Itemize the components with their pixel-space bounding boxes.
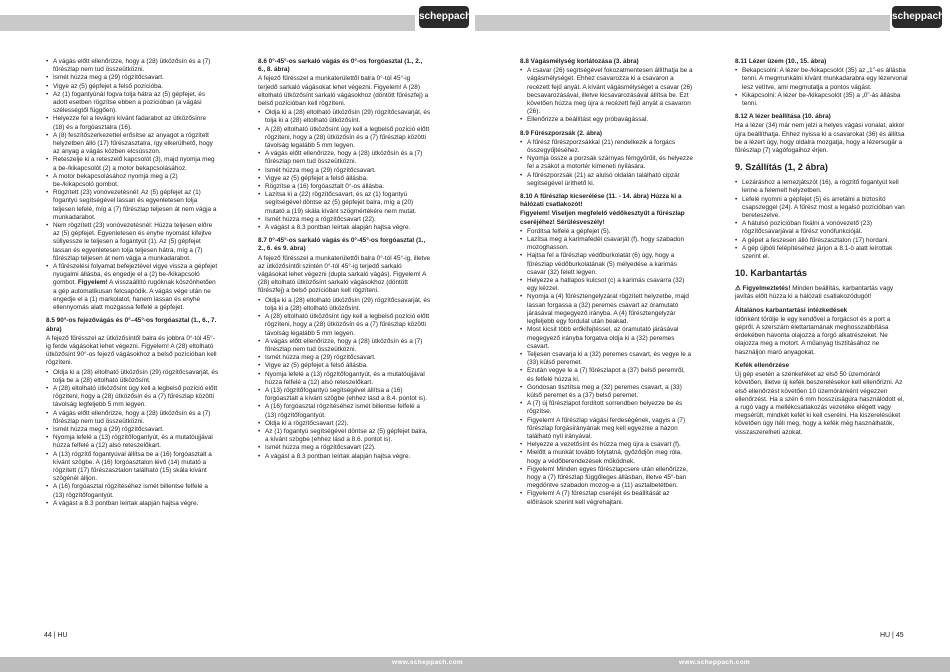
list-item: • Ismét húzza meg a rögzítőcsavart (22). [258,444,431,452]
bullet-list [520,139,693,188]
list-item: • A csavar (26) segítségével fokozatmentesen állíthatja be a vágásmélységet. Ehhez csavarozza ki a csavaron a recézett fejű anyát. A kívánt vágásmélységet a csavar (26) becsavarozásával, illetve kicsavarozásával állítsa be. Ezt követően húzza meg újra a recézett fejű anyát a csavaron (26). [520,67,693,116]
section-heading: 8.12 A lézer beállítása (10. ábra) [735,113,831,121]
column-1 [46,58,219,509]
list-item: • A fűrész fűrészporzsákkal (21) rendelkezik a forgács összegyűjtéséhez. [520,139,693,155]
bullet-list [735,179,908,261]
website-link[interactable]: www.scheppach.com [392,659,463,666]
list-item: • A (28) eltolható ütközősínt úgy kell a legbelső pozíció előtt rögzíteni, hogy a (28) ütközősín és a (7) fűrészlap közötti távolság legalább 5 mm legyen. [258,126,431,151]
list-item: • Ismét húzza meg a rögzítőcsavart (22). [258,216,431,224]
paragraph: Ha a lézer (34) már nem jelzi a helyes vágási vonalat, akkor újra beállíthatja. Ehhez nyissa ki a csavarokat (36) és állítsa be a lézert úgy, hogy oldalra mozgatja, hogy a lézersugár a fűrészlap (7) vágófogaihoz érjen. [735,122,905,155]
bullet-list [735,67,908,108]
list-item: • Nyomja lefelé a (13) rögzítőfogantyút, és a mutatóujjával húzza felfelé a (12) alsó reteszelőkart. [46,434,219,450]
list-item: • Nyomja össze a porzsák szárnyas fémgyűrűit, és helyezze fel a zsákot a motortér kimeneti nyílására. [520,155,693,171]
list-item: • A (13) rögzítőfogantyú segítségével állítsa a (16) forgóasztalt a kívánt szögbe (ehhez lásd a 8.4. pontot is). [258,387,431,403]
list-item: • Nem rögzített (23) vonóvezetésnél: Húzza teljesen előre az (5) gépfejet. Egyenletesen és enyhe nyomást kifejtve süllyessze le teljesen a fogantyút (1). Az (5) gépfejet lassan és egyenletesen tolja teljesen hátra, míg a (7) fűrészlap teljesen át nem vágja a munkadarabot. [46,222,219,263]
list-item: • Lazítsa ki a (22) rögzítőcsavart, és az (1) fogantyú segítségével döntse az (5) gépfejet balra, míg a (20) mutató a (19) skála kívánt szögmértékére nem mutat. [258,191,431,216]
list-item: • Helyezze a hatlapos kulcsot (c) a karimás csavarra (32) egy kézzel. [520,277,693,293]
list-item: • A (28) eltolható ütközősínt úgy kell a legbelső pozíció előtt rögzíteni, hogy a (28) ütközősín és a (7) fűrészlap közötti távolság legalább 5 mm legyen. [258,313,431,338]
list-item: • A vágás előtt ellenőrizze, hogy a (28) ütközősín és a (7) fűrészlap nem tud összeütközni. [258,150,431,166]
bullet-list [258,297,431,461]
list-item: • Gondosan tisztítsa meg a (32) peremes csavart, a (33) külső peremet és a (37) belső peremet. [520,384,693,400]
bullet-list [46,369,219,508]
section-heading: Kefék ellenőrzése [735,361,789,369]
website-link[interactable]: www.scheppach.com [679,659,750,666]
list-item: • Ezután vegye le a (7) fűrészlapot a (37) belső peremről, és felfelé húzza ki. [520,367,693,383]
list-item: • Lezáráshoz a lemezjátszót (16), a rögzítő fogantyút kell lenne a felemelt helyzetben. [735,179,908,195]
list-item: • Nyomja lefelé a (13) rögzítőfogantyút, és a mutatóujjával húzza felfelé a (12) alsó reteszelőkart. [258,371,431,387]
footer-bar [0,657,475,672]
list-item: • Reteszelje ki a reteszelő kapcsolót (3), majd nyomja meg a be-/kikapcsolót (2) a motor bekapcsolásához. [46,156,219,172]
warning-label: Figyelem! [77,279,108,287]
warning-label: ⚠ Figyelmeztetés! [735,285,791,293]
list-item: • Lefelé nyomni a gépfejet (5) és arretálni a biztosító csapszeggel (24). A fűrész most a legalsó pozícióban van bereteszelve. [735,196,908,221]
section-heading: 8.9 Fűrészporzsák (2. ábra) [520,129,603,137]
bullet-list [46,58,219,312]
list-item: • Oldja ki a (28) eltolható ütközősín (29) rögzítőcsavarját, és tolja ki a (28) eltolható ütközősínt. [258,297,431,313]
list-item: • A gépet a feszesen álló fűrészasztalon (17) hordani. [735,237,908,245]
list-item: • Fordítsa felfelé a gépfejet (5). [520,228,693,236]
list-item: • Mielőtt a munkát tovább folytatná, győződjön meg róla, hogy a védőberendezések működnek. [520,449,693,465]
list-item: • Ismét húzza meg a (29) rögzítőcsavart. [46,74,219,82]
list-item: • A (7) új fűrészlapot fordított sorrendben helyezze be és rögzítse. [520,400,693,416]
paragraph: Időnként törölje le egy kendővel a forgácsot és a port a gépről. A szerszám élettartamának meghosszabbítása érdekében havonta olajozza a forgó alkatrészeket. Ne olajozza meg a motort. A műanyag tisztításához ne használjon maró anyagokat. [735,315,891,356]
list-item: • Oldja ki a rögzítőcsavart (22). [258,420,431,428]
list-item: • A gép újbóli felépítéséhez járjon a 8.1-ö alatt leírottak szerint el. [735,245,908,261]
list-item: • Nyomja a (4) fűrésztengelyzárat rögzített helyzetbe, majd lassan forgassa a (32) peremes csavart az óramutató járásával megegyező irányba. A (4) fűrésztengelyzár legfeljebb egy fordulat után beakad. [520,293,693,326]
header-bar [0,15,415,31]
list-item: • Kikapcsolni: A lézer be-/kikapcsolót (35) a „0”-ás állásba tenni. [735,92,908,108]
list-item: • Az (1) fogantyú segítségével döntse az (5) gépfejet balra, a kívánt szögbe (ehhez lásd a 8.6. pontot is). [258,428,431,444]
list-item: • Ismét húzza meg a (29) rögzítőcsavart. [46,426,219,434]
list-item: • A vágás előtt ellenőrizze, hogy a (28) ütközősín és a (7) fűrészlap nem tud összeütközni. [46,58,219,74]
page-number: 44 | HU [44,632,68,639]
list-item: • Bekapcsolni: A lézer be-/kikapcsolót (35) az „1”-es állásba tenni. A megmunkálni kívánt munkadarabra egy lézervonal lesz vetítve, ami megmutatja a pontos vágást. [735,67,908,92]
bullet-list [258,109,431,232]
brand-logo: scheppach [892,6,942,28]
list-item: • Most kicsit több erőkifejtéssel, az óramutató járásával megegyező irányba forgatva oldja ki a (32) peremes csavart. [520,326,693,351]
footer-bar [475,657,950,672]
list-item: • A (16) forgóasztal rögzítéséhez ismét billentse felfelé a (13) rögzítőfogantyút. [46,483,219,499]
section-heading: 8.8 Vágásmélység korlátozása (3. ábra) [520,58,639,65]
list-item: • Vigye az (5) gépfejet a felső állásba. [258,175,431,183]
bullet-list [520,67,693,124]
list-text: A visszaállító rugóknak köszönhetően a gép automatikusan felcsapódik. A vágás vége után ne engedje el a (1) markolatot, hanem lassan és enyhe ellennyomás alatt mozgassa felfelé a gépfejet. [53,279,216,312]
list-item: • A (16) forgóasztal rögzítéséhez ismét billentse felfelé a (13) rögzítőfogantyút. [258,403,431,419]
chapter-heading: 10. Karbantartás [735,268,808,279]
list-item: • A vágást a 8.3 pontban leírtak alapján hajtsa végre. [46,500,219,508]
list-item [46,263,219,312]
list-item: • A (28) eltolható ütközősínt úgy kell a legbelső pozíció előtt rögzíteni, hogy a (28) ütközősín és a (7) fűrészlap közötti távolság legfeljebb 5 mm legyen. [46,385,219,410]
section-heading: Általános karbantartási intézkedések [735,306,848,314]
list-text: A fűrészelési folyamat befejeztével vigye vissza a gépfejet nyugalmi állásba, és engedje el a (2) be-/kikapcsoló gombot. [53,263,218,287]
list-item: • Oldja ki a (28) eltolható ütközősín (29) rögzítőcsavarját, és tolja be a (28) eltolható ütközősínt. [46,369,219,385]
list-item: • A motor bekapcsolásához nyomja meg a (2) be-/kikapcsoló gombot. [46,173,219,189]
list-item: • Vigye az (5) gépfejet a felső pozícióba. [46,83,219,91]
list-item: • Ismét húzza meg a (29) rögzítőcsavart. [258,167,431,175]
column-2 [258,58,431,462]
page-number: HU | 45 [880,632,904,639]
section-heading: 8.6 0°-45°-os sarkaló vágás és 0°-os forgóasztal (1., 2., 6., 8. ábra) [258,58,423,74]
paragraph: A fejező fűrésszel a munkaterülettől balra 0°-tól 45°-ig terjedő sarkaló vágásokat lehet végezni. Figyelem! A (28) eltolható ütközősínt sarkaló vágásokhoz (döntött fűrészfej) a belső pozícióban kell rögzíteni. [258,75,429,108]
list-item: • A (8) feszítőszerkezettel erősítse az anyagot a rögzített helyzetben álló (17) fűrészasztalra, így elkerülhető, hogy az anyag a vágás közben elcsússzon. [46,132,219,157]
list-item: • Helyezze a vezetősínt és húzza meg újra a csavart (f). [520,441,693,449]
list-item: • Figyelem! A fűrészlap vágási ferdeségének, vagyis a (7) fűrészlap forgásirányának meg kell egyeznie a házon található nyíl irányával. [520,417,693,442]
list-item: • Az (1) fogantyúnál fogva tolja hátra az (5) gépfejet, és adott esetben rögzítse ebben a pozícióban (a vágási szélességtől függően). [46,91,219,116]
header-bar [475,15,890,31]
chapter-heading: 9. Szállítás (1, 2 ábra) [735,162,828,173]
list-item: • Helyezze fel a levágni kívánt fadarabot az ütközősínre (18) és a forgóasztalra (16). [46,115,219,131]
right-page [475,0,950,672]
column-4 [735,58,908,438]
list-item: • Lazítsa meg a karimafedél csavarját (f), hogy szabadon mozoghasson. [520,236,693,252]
bullet-list [520,228,693,507]
list-item: • Figyelem! A (7) fűrészlap cseréjét és beállítását az előírások szerint kell végrehajtani. [520,490,693,506]
list-item: • Rögzített (23) vonóvezetésnél: Az (5) gépfejet az (1) fogantyú segítségével lassan és egyenletesen tolja teljesen lefelé, míg a (7) fűrészlap teljesen át nem vágja a munkadarabot. [46,189,219,222]
paragraph: A fejező fűrésszel a munkaterülettől balra 0°-tól 45°-ig, illetve az ütközősíntől szintén 0°-tól 45°-ig terjedő sarkaló vágásokat lehet végezni (dupla sarkaló vágás). Figyelem! A (28) eltolható ütközősínt sarkaló vágásokhoz (döntött fűrészfej) a belső pozícióban kell rögzíteni. [258,254,431,295]
warning-text: Figyelem! Viseljen megfelelő védőkesztyűt a fűrészlap cseréjéhez! Sérülésveszély! [520,210,685,226]
list-item: • A (13) rögzítő fogantyúval állítsa be a (16) forgóasztalt a kívánt szögbe. A (16) forgóasztalon lévő (14) mutató a rögzített (17) fűrészasztalon található (15) skála kívánt szögénél álljon. [46,451,219,484]
list-item: • Ellenőrizze a beállítást egy próbavágással. [520,116,693,124]
paragraph: A fejező fűrésszel az ütközősíntől balra és jobbra 0°-tól 45°-ig ferde vágásokat lehet végezni. Figyelem! A (28) eltolható ütközősínt 90°-os fejező vágásokhoz a belső pozícióban kell rögzíteni. [46,334,217,367]
column-3 [520,58,693,508]
list-item: • Teljesen csavarja ki a (32) peremes csavart, és vegye le a (33) külső peremet. [520,351,693,367]
list-item: • A vágást a 8.3 pontban leírtak alapján hajtsa végre. [258,453,431,461]
list-item: • Hajtsa fel a fűrészlap védőburkolatát (6) úgy, hogy a fűrészlap védőburkolatának (5) mélyedése a karimás csavar (32) felett legyen. [520,252,693,277]
list-item: • Figyelem! Minden egyes fűrészlapcsere után ellenőrizze, hogy a (7) fűrészlap függőleges állásban, illetve 45°-ban megdöntve szabadon mozog-e a (11) asztalbetétben. [520,466,693,491]
list-item: • Oldja ki a (28) eltolható ütközősín (29) rögzítőcsavarját, és tolja ki a (28) eltolható ütközősínt. [258,109,431,125]
list-item: • A hátulsó pozícióban fixálni a vonóvezető (23) rögzítőcsavarjával a fűrész vonófunkcióját. [735,220,908,236]
list-item: • Vigye az (5) gépfejet a felső állásba. [258,362,431,370]
list-item: • A vágást a 8.3 pontban leírtak alapján hajtsa végre. [258,224,431,232]
section-heading: 8.11 Lézer üzem (10., 15. ábra) [735,58,827,65]
list-item: • Rögzítse a (16) forgóasztalt 0°-os állásba. [258,183,431,191]
warning-paragraph [735,285,908,301]
list-item: • A fűrészporzsák (21) az alulsó oldalán található cipzár segítségével üríthető ki. [520,172,693,188]
paragraph: Új gép esetén a szénkeféket az első 50 üzemóráról követően, illetve új kefék beszerelésekor kell ellenőrizni. Az első ellenőrzést követően 10 üzemóránként végezzen ellenőrzést. Ha a szén 6 mm hosszúságúra használódott el, a rugó vagy a mellékcsatlakozás vezetéke elégett vagy megsérült, mindkét kefét ki kell cserélni. Ha kiszerelésüket követően úgy ítéli meg, hogy a kefék még használhatók, visszaszerelheti azokat. [735,371,905,436]
brand-logo: scheppach [419,6,469,28]
list-item: • A vágás előtt ellenőrizze, hogy a (28) ütközősín és a (7) fűrészlap nem tud összeütközni. [46,410,219,426]
section-heading: 8.7 0°-45°-os sarkaló vágás és 0°-45°-os forgóasztal (1., 2., 6. és 9. ábra) [258,237,426,253]
list-item: • Ismét húzza meg a (29) rögzítőcsavart. [258,354,431,362]
warning-text: Minden beállítás, karbantartás vagy javítás előtt húzza ki a hálózati csatlakozódugót! [735,285,894,301]
section-heading: 8.10 A fűrészlap kicserélése (11. - 14. ábra) Húzza ki a hálózati csatlakozót! [520,193,682,209]
section-heading: 8.5 90°-os fejezővágás és 0°–45°-os forgóasztal (1., 6., 7. ábra) [46,317,217,333]
list-item: • A vágás előtt ellenőrizze, hogy a (28) ütközősín és a (7) fűrészlap nem tud összeütközni. [258,338,431,354]
